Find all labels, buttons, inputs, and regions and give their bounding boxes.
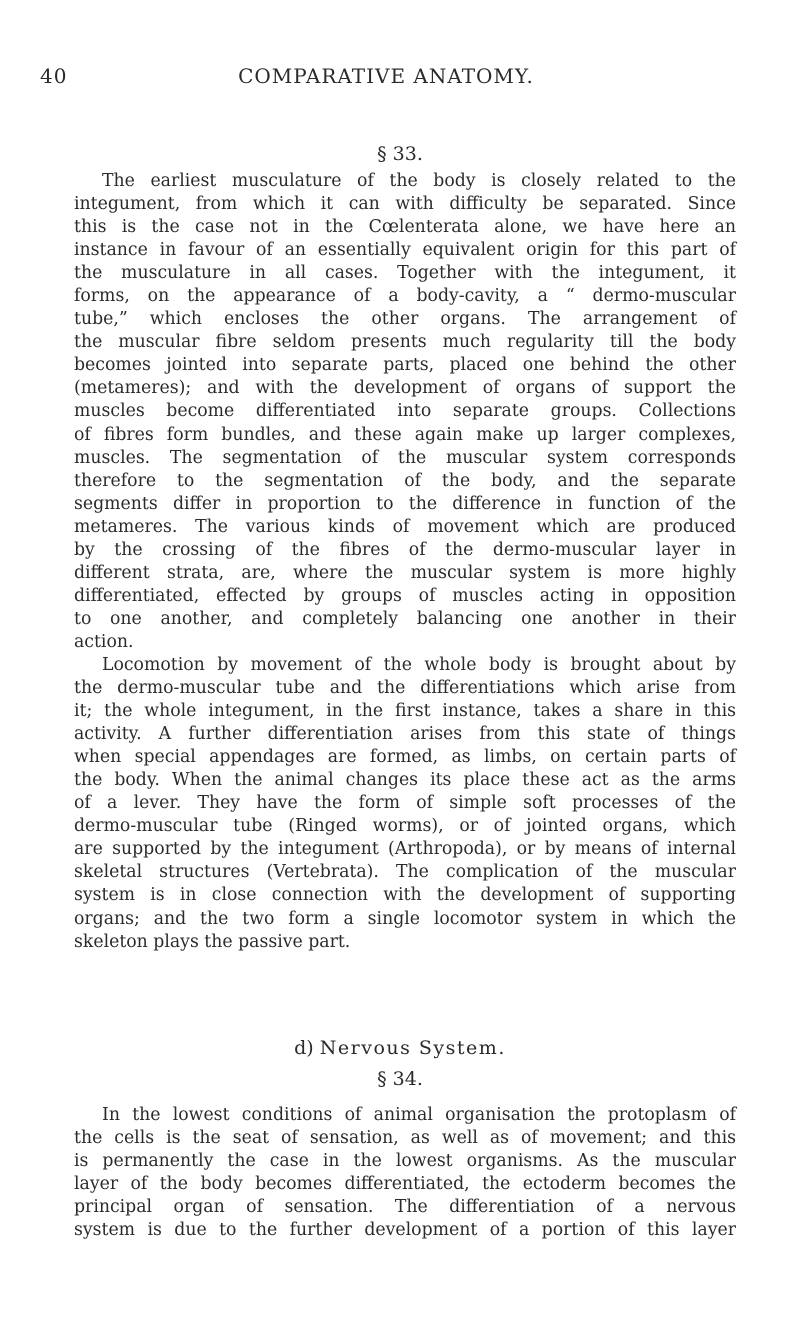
text-line: the cells is the seat of sensation, as well as of movement; and this: [74, 1128, 736, 1149]
text-line: the dermo-muscular tube and the differentiations which arise from: [74, 678, 736, 699]
subsection-title: Nervous System.: [319, 1037, 506, 1059]
text-line: the muscular fibre seldom presents much regularity till the body: [74, 332, 736, 353]
text-line: differentiated, effected by groups of muscles acting in opposition: [74, 585, 736, 606]
page-number: 40: [40, 64, 68, 88]
text-line: of fibres form bundles, and these again make up larger complexes,: [74, 424, 736, 445]
text-line: Locomotion by movement of the whole body is brought about by: [102, 654, 736, 675]
text-line: forms, on the appearance of a body-cavity, a “ dermo-muscular: [74, 286, 736, 307]
text-line: metameres. The various kinds of movement which are produced: [74, 516, 736, 537]
text-line: this is the case not in the Cœlenterata alone, we have here an: [74, 217, 736, 238]
text-line: organs; and the two form a single locomotor system in which the: [74, 908, 736, 929]
text-line: system is in close connection with the development of supporting: [74, 885, 736, 906]
section-33-heading: § 33.: [377, 143, 423, 165]
text-line: activity. A further differentiation arises from this state of things: [74, 724, 736, 745]
text-line: dermo-muscular tube (Ringed worms), or of jointed organs, which: [74, 816, 736, 837]
section-33-body: [74, 170, 736, 954]
text-line: to one another, and completely balancing one another in their: [74, 608, 736, 629]
text-line: by the crossing of the fibres of the dermo-muscular layer in: [74, 539, 736, 560]
text-line: different strata, are, where the muscular system is more highly: [74, 562, 736, 583]
section-34-body: [74, 1104, 736, 1242]
text-line: it; the whole integument, in the first instance, takes a share in this: [74, 701, 736, 722]
text-line: skeletal structures (Vertebrata). The complication of the muscular: [74, 862, 736, 883]
nervous-system-heading: [0, 1037, 800, 1059]
running-title: COMPARATIVE ANATOMY.: [238, 64, 534, 88]
text-line: of a lever. They have the form of simple soft processes of the: [74, 793, 736, 814]
text-line: In the lowest conditions of animal organisation the protoplasm of: [102, 1105, 736, 1125]
text-line: instance in favour of an essentially equivalent origin for this part of: [74, 240, 736, 261]
text-line: The earliest musculature of the body is closely related to the: [102, 171, 736, 191]
text-line: is permanently the case in the lowest organisms. As the muscular: [74, 1151, 736, 1172]
text-line: the body. When the animal changes its place these act as the arms: [74, 770, 736, 791]
text-line: tube,” which encloses the other organs. The arrangement of: [74, 309, 736, 330]
text-line: layer of the body becomes differentiated, the ectoderm becomes the: [74, 1174, 736, 1195]
text-line: the musculature in all cases. Together with the integument, it: [74, 263, 736, 284]
text-line: integument, from which it can with difficulty be separated. Since: [74, 194, 736, 215]
subsection-label: d): [294, 1037, 314, 1059]
text-line: are supported by the integument (Arthropoda), or by means of internal: [74, 839, 736, 860]
section-34-heading: § 34.: [377, 1068, 423, 1090]
text-line: skeleton plays the passive part.: [74, 931, 351, 952]
text-line: segments differ in proportion to the difference in function of the: [74, 493, 736, 514]
text-line: system is due to the further development of a portion of this layer: [74, 1220, 736, 1241]
text-line: becomes jointed into separate parts, placed one behind the other: [74, 355, 736, 376]
text-line: muscles become differentiated into separate groups. Collections: [74, 401, 736, 422]
text-line: therefore to the segmentation of the body, and the separate: [74, 470, 736, 491]
text-line: (metameres); and with the development of organs of support the: [74, 378, 736, 399]
text-line: muscles. The segmentation of the muscular system corresponds: [74, 447, 736, 468]
text-line: action.: [74, 631, 134, 652]
text-line: when special appendages are formed, as limbs, on certain parts of: [74, 747, 736, 768]
text-line: principal organ of sensation. The differentiation of a nervous: [74, 1197, 736, 1218]
running-head: [40, 64, 732, 96]
